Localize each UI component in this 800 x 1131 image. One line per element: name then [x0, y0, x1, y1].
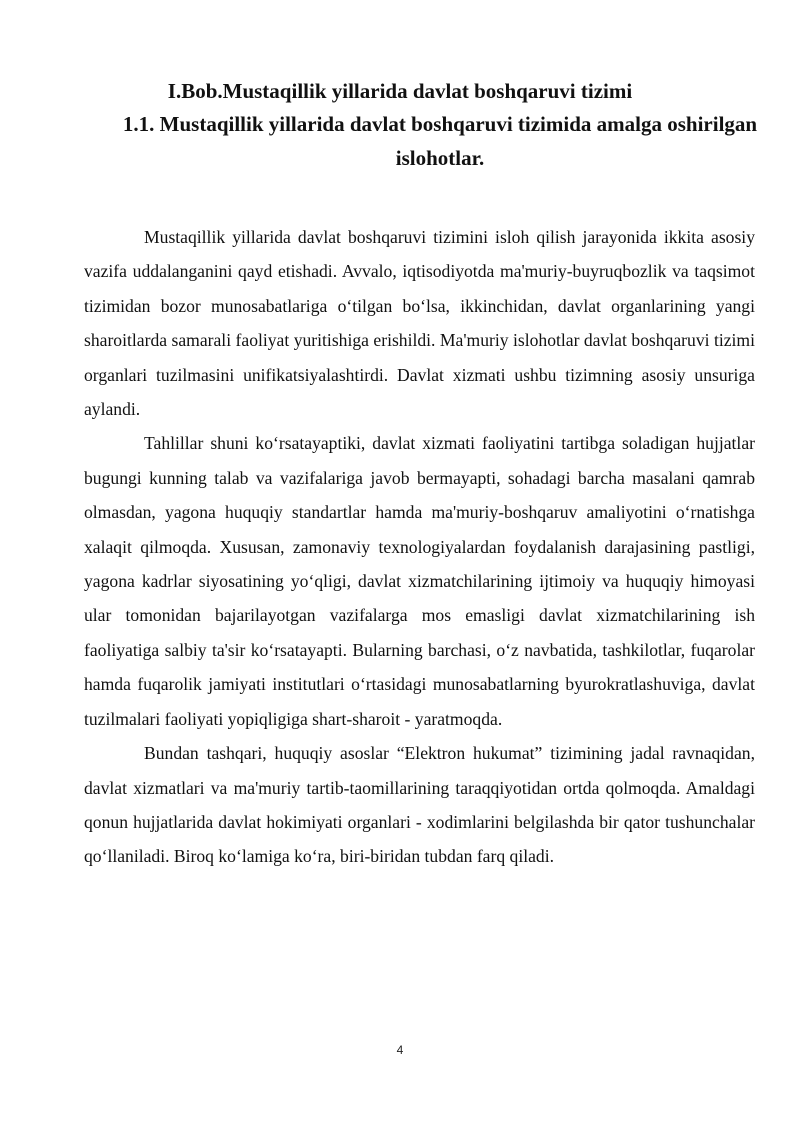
body-text: [84, 220, 755, 874]
page-number: 4: [396, 1043, 404, 1057]
paragraph-1: Mustaqillik yillarida davlat boshqaruvi tizimini isloh qilish jarayonida ikkita asosiy vazifa uddalanganini qayd etishadi. Avvalo, iqtisodiyotda ma'muriy-buyruqbozlik va taqsimot tizimidan bozor munosabatlariga o‘tilgan bo‘lsa, ikkinchidan, davlat organlarining yangi sharoitlarda samarali faoliyat yuritishiga erishildi. Ma'muriy islohotlar davlat boshqaruvi tizimi organlari tuzilmasini unifikatsiyalashtirdi. Davlat xizmati ushbu tizimning asosiy unsuriga aylandi.: [84, 227, 755, 420]
chapter-title: I.Bob.Mustaqillik yillarida davlat boshqaruvi tizimi: [167, 79, 633, 103]
section-title: 1.1. Mustaqillik yillarida davlat boshqaruvi tizimida amalga oshirilgan islohotlar.: [122, 112, 758, 170]
paragraph-3: Bundan tashqari, huquqiy asoslar “Elektron hukumat” tizimining jadal ravnaqidan, davlat xizmatlari va ma'muriy tartib-taomillarining taraqqiyotidan ortda qolmoqda. Amaldagi qonun hujjatlarida davlat hokimiyati organlari - xodimlarini belgilashda bir qator tushunchalar qo‘llaniladi. Biroq ko‘lamiga ko‘ra, biri-biridan tubdan farq qiladi.: [84, 743, 755, 867]
paragraph-2: Tahlillar shuni ko‘rsatayaptiki, davlat xizmati faoliyatini tartibga soladigan hujjatlar bugungi kunning talab va vazifalariga javob bermayapti, sohadagi barcha masalani qamrab olmasdan, yagona huquqiy standartlar hamda ma'muriy-boshqaruv amaliyotini o‘rnatishga xalaqit qilmoqda. Xususan, zamonaviy texnologiyalardan foydalanish darajasining pastligi, yagona kadrlar siyosatining yo‘qligi, davlat xizmatchilarining ijtimoiy va huquqiy himoyasi ular tomonidan bajarilayotgan vazifalarga mos emasligi davlat xizmatchilarining ish faoliyatiga salbiy ta'sir ko‘rsatayapti. Bularning barchasi, o‘z navbatida, tashkilotlar, fuqarolar hamda fuqarolik jamiyati institutlari o‘rtasidagi munosabatlarning byurokratlashuviga, davlat tuzilmalari faoliyati yopiqligiga shart-sharoit - yaratmoqda.: [84, 433, 755, 729]
